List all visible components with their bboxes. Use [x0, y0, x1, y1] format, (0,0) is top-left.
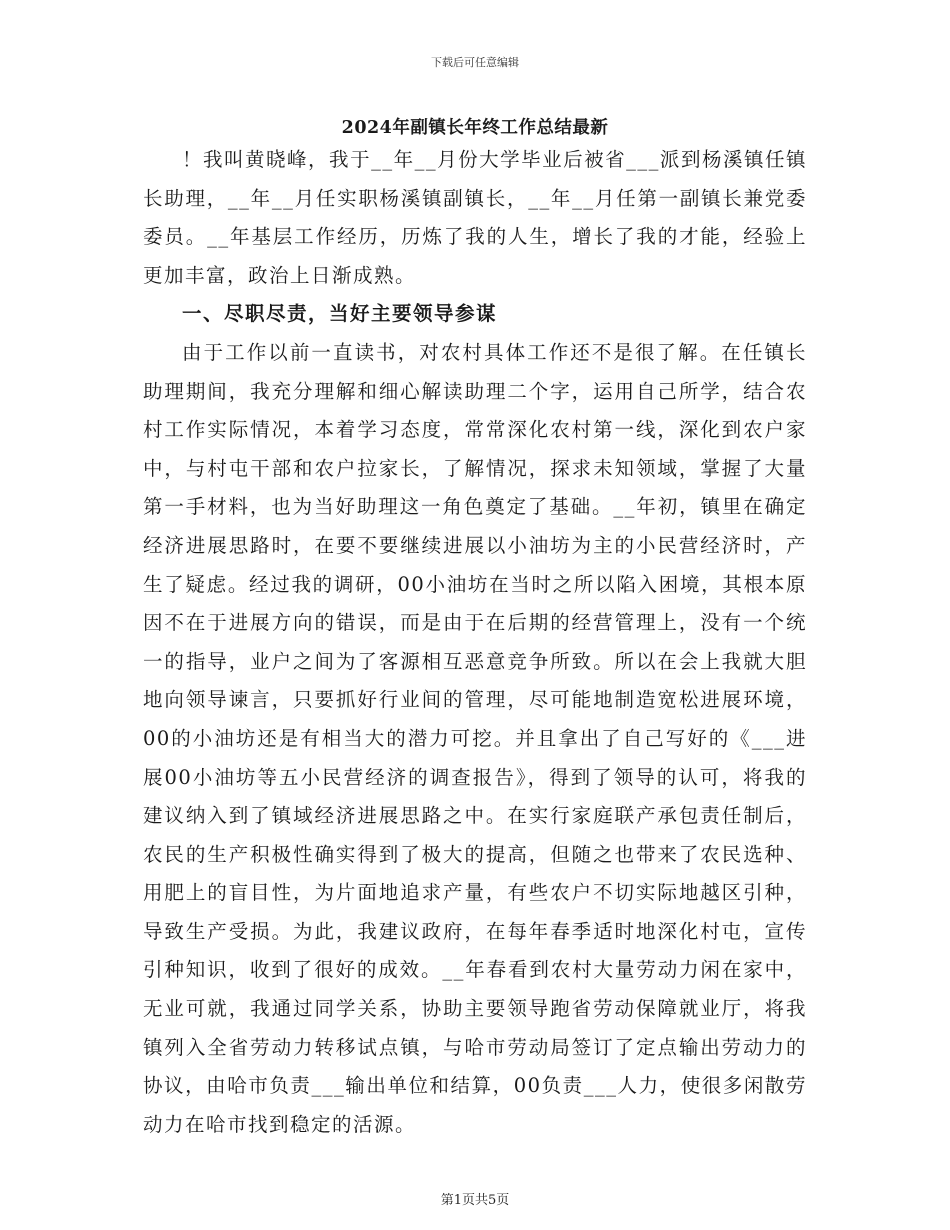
body-paragraph: 由于工作以前一直读书，对农村具体工作还不是很了解。在任镇长助理期间，我充分理解和细心解读助理二个字，运用自己所学，结合农村工作实际情况，本着学习态度，常常深化农村第一线，深化到农户家中，与村屯干部和农户拉家长，了解情况，探求未知领域，掌握了大量第一手材料，也为当好助理这一角色奠定了基础。__年初，镇里在确定经济进展思路时，在要不要继续进展以小油坊为主的小民营经济时，产生了疑虑。经过我的调研，00小油坊在当时之所以陷入困境，其根本原因不在于进展方向的错误，而是由于在后期的经营管理上，没有一个统一的指导，业户之间为了客源相互恶意竞争所致。所以在会上我就大胆地向领导谏言，只要抓好行业间的管理，尽可能地制造宽松进展环境，00的小油坊还是有相当大的潜力可挖。并且拿出了自己写好的《___进展00小油坊等五小民营经济的调查报告》，得到了领导的认可，将我的建议纳入到了镇域经济进展思路之中。在实行家庭联产承包责任制后，农民的生产积极性确实得到了极大的提高，但随之也带来了农民选种、用肥上的盲目性，为片面地追求产量，有些农户不切实际地越区引种，导致生产受损。为此，我建议政府，在每年春季适时地深化村屯，宣传引种知识，收到了很好的成效。__年春看到农村大量劳动力闲在家中，无业可就，我通过同学关系，协助主要领导跑省劳动保障就业厅，将我镇列入全省劳动力转移试点镇，与哈市劳动局签订了定点输出劳动力的协议，由哈市负责___输出单位和结算，00负责___人力，使很多闲散劳动力在哈市找到稳定的活源。: [143, 340, 807, 1136]
page-number: 第1页共5页: [440, 1193, 510, 1208]
section-heading: 一、尽职尽责，当好主要领导参谋: [182, 302, 498, 326]
document-body: [143, 141, 807, 1144]
document-title: 2024年副镇长年终工作总结最新: [341, 118, 609, 138]
header-note: 下载后可任意编辑: [431, 56, 519, 69]
intro-paragraph: ！我叫黄晓峰，我于__年__月份大学毕业后被省___派到杨溪镇任镇长助理，__年__月任实职杨溪镇副镇长，__年__月任第一副镇长兼党委委员。__年基层工作经历，历炼了我的人生，增长了我的才能，经验上更加丰富，政治上日渐成熟。: [143, 148, 807, 287]
